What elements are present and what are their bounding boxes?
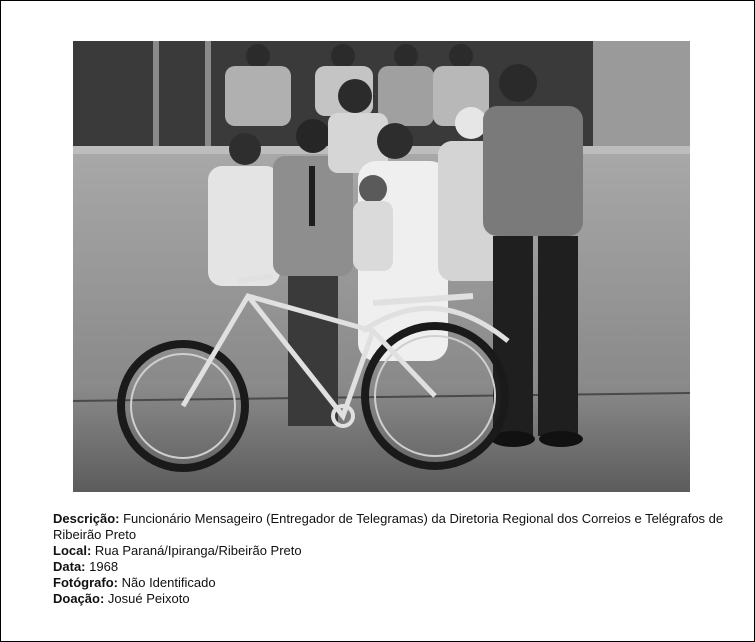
date-text: 1968 [89,559,119,574]
description-label: Descrição: [53,511,120,526]
archive-photo [73,41,690,492]
caption-donation [53,591,733,607]
caption-date [53,559,733,575]
location-text: Rua Paraná/Ipiranga/Ribeirão Preto [94,543,302,558]
date-label: Data: [53,559,86,574]
donation-text: Josué Peixoto [107,591,190,606]
location-label: Local: [53,543,92,558]
photo-illustration [73,41,690,492]
donation-label: Doação: [53,591,105,606]
caption-location [53,543,733,559]
caption-photographer [53,575,733,591]
caption-description [53,511,733,543]
photographer-label: Fotógrafo: [53,575,118,590]
photo-caption [53,511,733,607]
description-text: Funcionário Mensageiro (Entregador de Telegramas) da Diretoria Regional dos Correios e Telégrafos de Ribeirão Preto [53,511,724,542]
photographer-text: Não Identificado [121,575,216,590]
